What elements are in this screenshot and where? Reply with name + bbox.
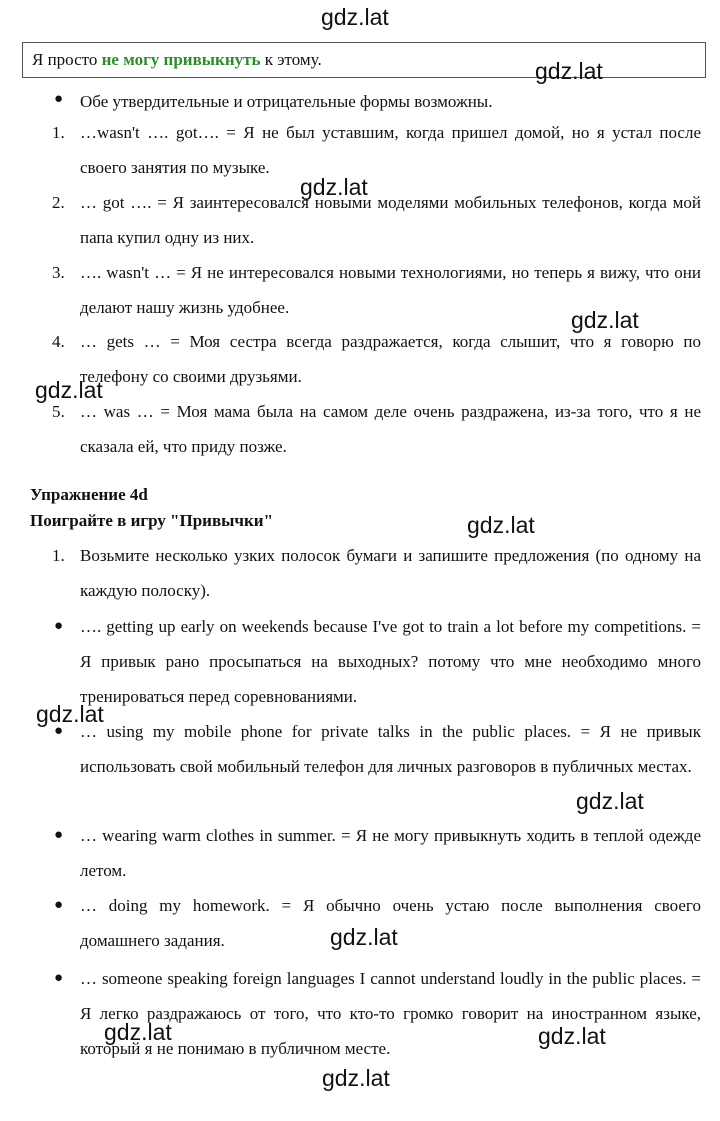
watermark: gdz.lat: [36, 701, 104, 727]
watermark: gdz.lat: [322, 1065, 390, 1091]
box-suffix: к этому.: [260, 50, 322, 69]
exercise-subtitle: Поиграйте в игру "Привычки": [30, 511, 274, 530]
step-text: Возьмите несколько узких полосок бумаги и запишите предложения (по одному на каждую полоску).: [80, 546, 701, 600]
answer-number: 3.: [52, 263, 65, 282]
watermark: gdz.lat: [104, 1019, 172, 1045]
box-highlight: не могу привыкнуть: [101, 50, 261, 69]
watermark: gdz.lat: [571, 307, 639, 333]
answer-text: … gets … = Моя сестра всегда раздражается, когда слышит, что я говорю по телефону со своими друзьями.: [80, 332, 701, 386]
exercise-title: Упражнение 4d: [30, 485, 148, 504]
bullet-icon: ●: [54, 91, 64, 107]
bullet-icon: ●: [54, 723, 64, 739]
watermark: gdz.lat: [330, 924, 398, 950]
answer-text: … was … = Моя мама была на самом деле очень раздражена, из-за того, что я не сказала ей, что приду позже.: [80, 402, 701, 456]
watermark: gdz.lat: [576, 788, 644, 814]
bullet-icon: ●: [54, 897, 64, 913]
bullet-text: … doing my homework. = Я обычно очень устаю после выполнения своего домашнего задания.: [80, 896, 701, 950]
bullet-icon: ●: [54, 970, 64, 986]
answer-number: 1.: [52, 123, 65, 142]
watermark: gdz.lat: [35, 377, 103, 403]
answer-text: …. wasn't … = Я не интересовался новыми технологиями, но теперь я вижу, что они делают нашу жизнь удобнее.: [80, 263, 701, 317]
answer-text: … got …. = Я заинтересовался новыми моделями мобильных телефонов, когда мой папа купил одну из них.: [80, 193, 701, 247]
watermark: gdz.lat: [300, 174, 368, 200]
answer-number: 4.: [52, 332, 65, 351]
bullet-icon: ●: [54, 618, 64, 634]
bullet-text: … wearing warm clothes in summer. = Я не могу привыкнуть ходить в теплой одежде летом.: [80, 826, 701, 880]
watermark: gdz.lat: [467, 512, 535, 538]
bullet-text: … using my mobile phone for private talks in the public places. = Я не привык использовать свой мобильный телефон для личных разговоров в публичных местах.: [80, 722, 701, 776]
bullet-icon: ●: [54, 827, 64, 843]
answer-text: …wasn't …. got…. = Я не был уставшим, когда пришел домой, но я устал после своего занятия по музыке.: [80, 123, 701, 177]
box-prefix: Я просто: [32, 50, 102, 69]
step-number: 1.: [52, 546, 65, 565]
bullet-text: …. getting up early on weekends because I've got to train a lot before my competitions. = Я привык рано просыпаться на выходных? потому что мне необходимо много тренироваться перед соревнованиями.: [80, 617, 701, 706]
watermark: gdz.lat: [538, 1023, 606, 1049]
answer-number: 5.: [52, 402, 65, 421]
bullet-text: … someone speaking foreign languages I cannot understand loudly in the public places. = Я легко раздражаюсь от того, что кто-то громко говорит на иностранном языке, который я не понимаю в публичном месте.: [80, 969, 701, 1058]
answer-number: 2.: [52, 193, 65, 212]
note-text: Обе утвердительные и отрицательные формы возможны.: [80, 92, 493, 111]
highlight-box: [22, 42, 706, 78]
watermark: gdz.lat: [321, 4, 389, 30]
watermark: gdz.lat: [535, 58, 603, 84]
